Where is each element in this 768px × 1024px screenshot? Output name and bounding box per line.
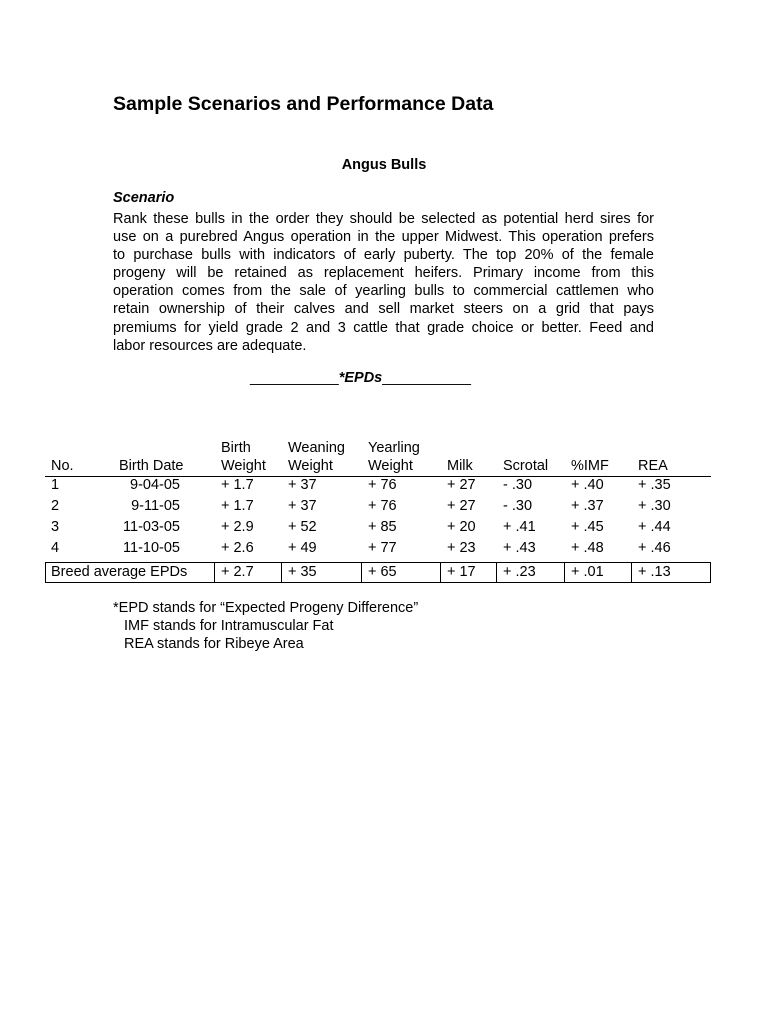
breed-row-right-border [710,562,711,583]
table-cell: + .44 [638,519,671,535]
epds-label: *EPDs [338,370,383,386]
page-title: Sample Scenarios and Performance Data [113,93,494,115]
footnote-epd: *EPD stands for “Expected Progeny Difference” [113,600,419,616]
column-header: Weight [368,458,413,474]
table-cell: 11-03-05 [123,519,180,535]
epds-left-rule: ___________ [250,370,339,386]
paragraph-line: premiums for yield grade 2 and 3 cattle that grade choice or better. Feed and [113,319,654,336]
table-cell: + 23 [447,540,476,556]
column-header: Scrotal [503,458,549,474]
table-cell: + 2.6 [221,540,254,556]
table-cell: + .35 [638,477,671,493]
paragraph-line: use on a purebred Angus operation in the upper Midwest. This operation prefers [113,229,654,246]
table-cell: + 27 [447,498,476,514]
table-cell: 1 [51,477,60,493]
breed-row-divider [214,562,215,583]
paragraph-line: to purchase bulls with indicators of early puberty. The top 20% of the female [113,247,654,264]
table-cell: + 37 [288,477,317,493]
paragraph-line: labor resources are adequate. [113,337,307,354]
table-cell: + .30 [638,498,671,514]
footnote-rea: REA stands for Ribeye Area [124,636,304,652]
breed-row-divider [281,562,282,583]
table-cell: + .41 [503,519,536,535]
breed-row-divider [361,562,362,583]
table-cell: + 27 [447,477,476,493]
column-header: Yearling [368,440,420,456]
column-header: Birth [221,440,251,456]
table-cell: 9-04-05 [130,477,180,493]
breed-average-cell: + 17 [447,564,476,580]
breed-row-top-border [45,562,711,563]
footnote-imf: IMF stands for Intramuscular Fat [124,618,334,634]
table-cell: + 49 [288,540,317,556]
table-cell: 4 [51,540,60,556]
breed-row-bottom-border [45,582,711,583]
table-cell: + 1.7 [221,477,254,493]
breed-average-cell: + 35 [288,564,317,580]
scenario-paragraph [113,210,654,355]
table-cell: + .48 [571,540,604,556]
table-cell: + .43 [503,540,536,556]
column-header: Weight [221,458,266,474]
table-cell: + .37 [571,498,604,514]
paragraph-line: progeny will be retained as replacement heifers. Primary income from this [113,265,654,282]
breed-average-cell: + .23 [503,564,536,580]
breed-average-cell: + 65 [368,564,397,580]
table-cell: - .30 [503,477,533,493]
column-header: Weight [288,458,333,474]
breed-row-left-border [45,562,46,583]
breed-average-cell: + .01 [571,564,604,580]
breed-average-label: Breed average EPDs [51,564,188,580]
breed-row-divider [440,562,441,583]
table-cell: + .40 [571,477,604,493]
column-header: Weaning [288,440,345,456]
column-header: Birth Date [119,458,184,474]
paragraph-line: operation comes from the sale of yearling bulls to commercial cattlemen who [113,283,654,300]
table-cell: 11-10-05 [123,540,180,556]
paragraph-line: retain ownership of their calves and sell market steers on a grid that pays [113,301,654,318]
paragraph-line: Rank these bulls in the order they should be selected as potential herd sires for [113,211,654,227]
breed-average-cell: + 2.7 [221,564,254,580]
table-cell: + 1.7 [221,498,254,514]
table-cell: + .46 [638,540,671,556]
column-header: %IMF [571,458,609,474]
breed-row-divider [564,562,565,583]
table-cell: + 52 [288,519,317,535]
breed-row-divider [631,562,632,583]
table-cell: - .30 [503,498,533,514]
table-cell: + 85 [368,519,397,535]
section-subtitle: Angus Bulls [341,157,427,173]
table-cell: + .45 [571,519,604,535]
table-cell: + 20 [447,519,476,535]
table-cell: + 37 [288,498,317,514]
epds-right-rule: ___________ [382,370,471,386]
breed-row-divider [496,562,497,583]
table-cell: + 76 [368,498,397,514]
table-cell: + 2.9 [221,519,254,535]
table-cell: 2 [51,498,60,514]
table-cell: + 76 [368,477,397,493]
breed-average-cell: + .13 [638,564,671,580]
column-header: Milk [447,458,473,474]
column-header: REA [638,458,668,474]
scenario-heading: Scenario [113,190,175,206]
table-cell: + 77 [368,540,397,556]
epds-header [250,370,471,386]
column-header: No. [51,458,74,474]
table-cell: 3 [51,519,60,535]
table-cell: 9-11-05 [131,498,180,514]
